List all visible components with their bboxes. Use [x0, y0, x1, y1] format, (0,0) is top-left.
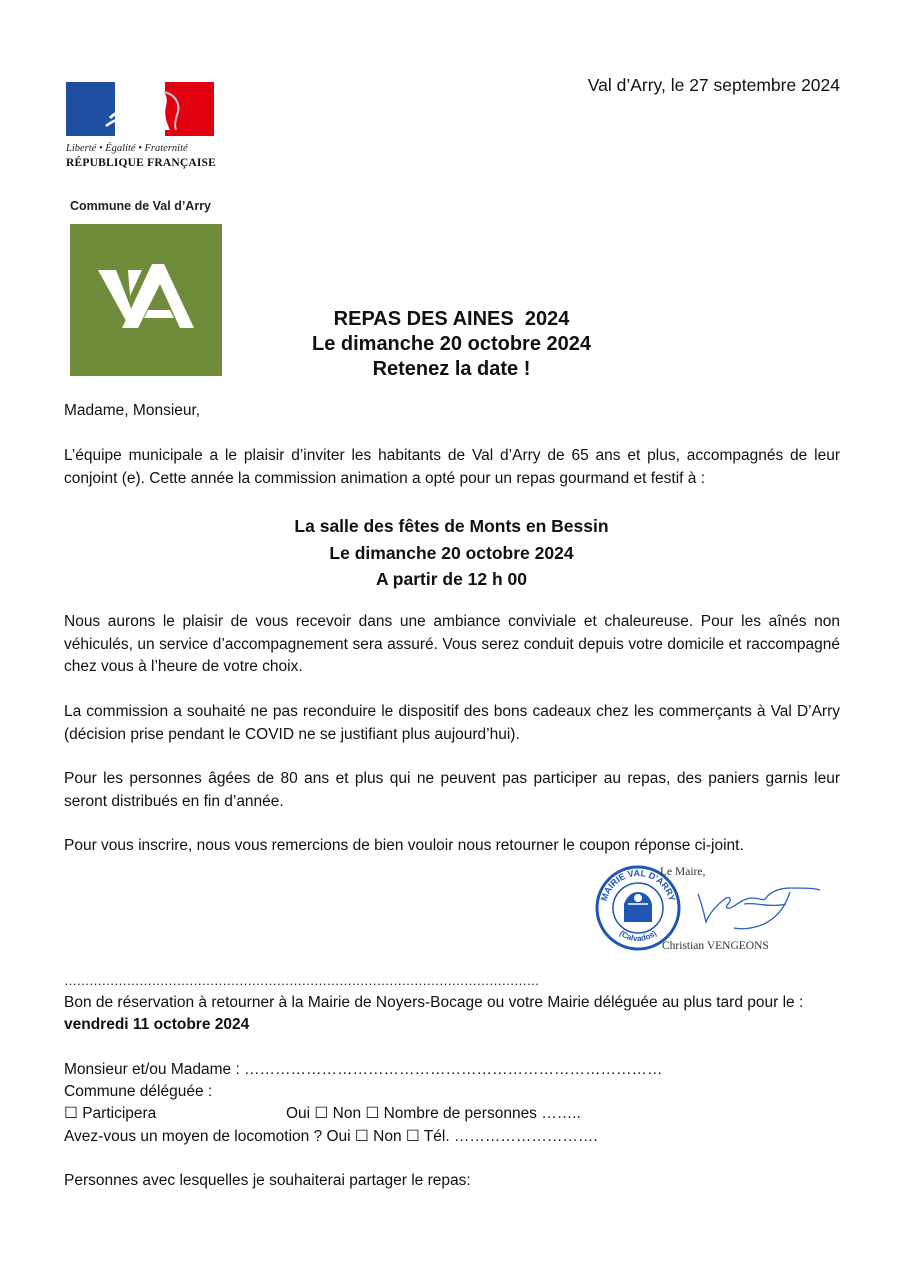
baskets-paragraph: Pour les personnes âgées de 80 ans et plus qui ne peuvent pas participer au repas, des paniers garnis leur seront distribués en fin d’année.	[64, 770, 840, 810]
commune-label: Commune de Val d’Arry	[70, 199, 212, 213]
transport-field[interactable]: Avez-vous un moyen de locomotion ? Oui ☐ Non ☐ Tél. ……………………….	[64, 1128, 598, 1145]
welcome-paragraph: Nous aurons le plaisir de vous recevoir dans une ambiance conviviale et chaleureuse. Pour les aînés non véhiculés, un service d’accompagnement sera assuré. Vous serez conduit depuis votre domicile et raccompagné chez vous à l’heure de votre choix.	[64, 613, 840, 675]
event-title-line3: Retenez la date !	[372, 358, 531, 380]
salutation: Madame, Monsieur,	[64, 402, 201, 419]
republique-francaise-logo	[66, 82, 218, 169]
share-field[interactable]: Personnes avec lesquelles je souhaiterai partager le repas:	[64, 1172, 471, 1189]
venue-line3: A partir de 12 h 00	[375, 569, 528, 589]
coupon-deadline: vendredi 11 octobre 2024	[64, 1016, 250, 1033]
participation-checkbox[interactable]: ☐ Participera	[64, 1105, 157, 1122]
register-paragraph: Pour vous inscrire, nous vous remercions de bien vouloir nous retourner le coupon réponse ci-joint.	[64, 837, 744, 854]
rf-motto: Liberté • Égalité • Fraternité	[66, 143, 188, 154]
seal-bottom-text: (Calvados)	[617, 928, 659, 944]
intro-paragraph: L’équipe municipale a le plaisir d’inviter les habitants de Val d’Arry de 65 ans et plus, accompagnés de leur conjoint (e). Cette année la commission animation a opté pour un repas gourmand et festif à :	[64, 447, 840, 487]
svg-text:(Calvados)	[618, 928, 659, 943]
rf-name: RÉPUBLIQUE FRANÇAISE	[66, 157, 217, 169]
mairie-seal-and-signature	[594, 864, 834, 961]
event-title-line1: REPAS DES AINES 2024	[333, 308, 570, 330]
coupon-instruction: Bon de réservation à retourner à la Mairie de Noyers-Bocage ou votre Mairie déléguée au plus tard pour le :	[64, 994, 804, 1011]
event-title-line2: Le dimanche 20 octobre 2024	[311, 333, 591, 355]
venue-line1: La salle des fêtes de Monts en Bessin	[294, 516, 609, 536]
vouchers-paragraph: La commission a souhaité ne pas reconduire le dispositif des bons cadeaux chez les commerçants à Val D’Arry (décision prise pendant le COVID ne se justifiant plus aujourd’hui).	[64, 703, 840, 743]
participation-choices[interactable]: Oui ☐ Non ☐ Nombre de personnes ……..	[286, 1105, 581, 1122]
event-title	[200, 307, 703, 382]
signature-name: Christian VENGEONS	[662, 940, 769, 952]
coupon-cut-line: ……………………………………………………………………………………………………	[64, 973, 539, 988]
commune-field[interactable]: Commune déléguée :	[64, 1083, 213, 1100]
venue-line2: Le dimanche 20 octobre 2024	[329, 542, 574, 563]
name-field[interactable]: Monsieur et/ou Madame : ………………………………………………………………………	[64, 1061, 663, 1078]
letter-date: Val d’Arry, le 27 septembre 2024	[587, 75, 840, 95]
venue-block	[200, 513, 703, 593]
seal-top-text: MAIRIE VAL D'ARRY	[598, 867, 678, 903]
marianne-profile-icon	[100, 88, 184, 132]
signature-title: Le Maire,	[660, 866, 706, 878]
